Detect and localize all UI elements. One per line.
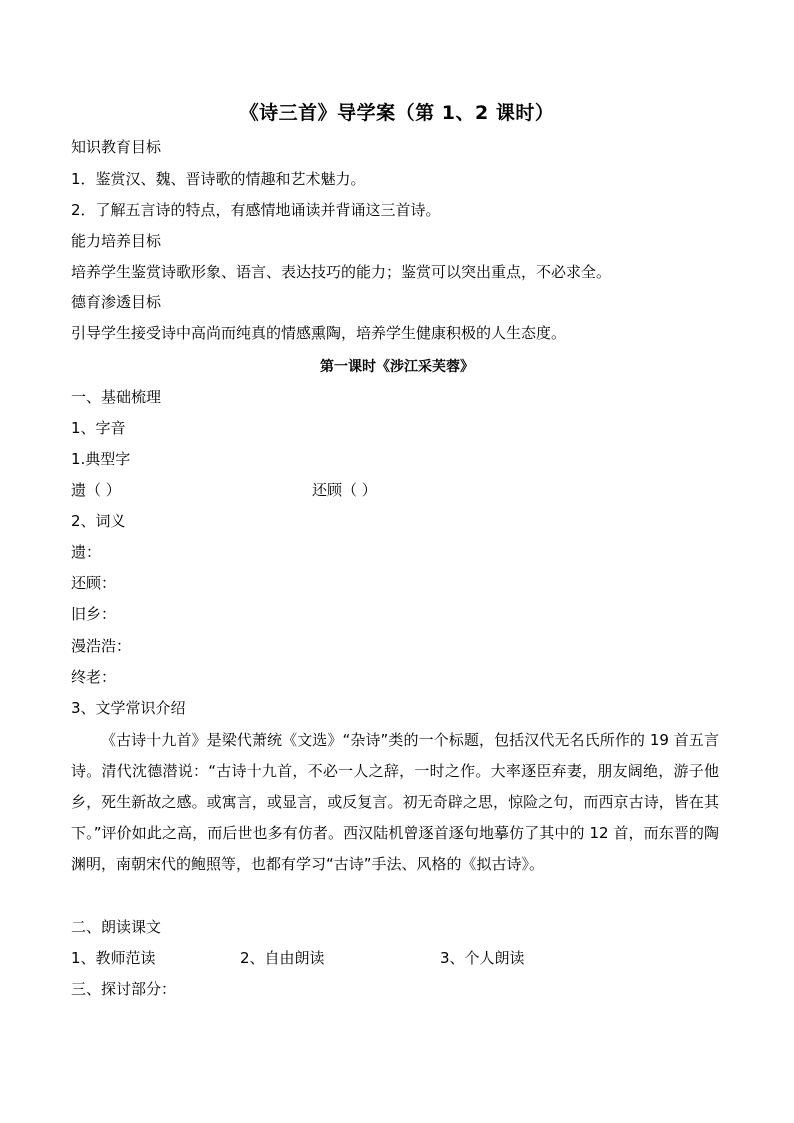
subsection-typical-characters: 1.典型字 — [71, 450, 131, 468]
subsection-literature: 3、文学常识介绍 — [71, 699, 186, 717]
knowledge-objective-heading: 知识教育目标 — [71, 138, 162, 156]
knowledge-objective-item: 2．了解五言诗的特点，有感情地诵读并背诵这三首诗。 — [71, 201, 441, 219]
literature-paragraph: 《古诗十九首》是梁代萧统《文选》“杂诗”类的一个标题，包括汉代无名氏所作的 19 首五言诗。清代沈德潜说：“古诗十九首，不必一人之辞，一时之作。大率逐臣弃妻，朋友阔绝，游子他乡，死生新故之感。或寓言，或显言，或反复言。初无奇辟之思，惊险之句，而西京古诗，皆在其下。”评价如此之高，而后世也多有仿者。西汉陆机曾逐首逐句地摹仿了其中的 12 首，而东晋的陶渊明，南朝宋代的鲍照等，也都有学习“古诗”手法、风格的《拟古诗》。 — [71, 731, 719, 873]
word-meaning-item: 漫浩浩： — [71, 637, 132, 655]
word-meaning-item: 旧乡： — [71, 605, 117, 623]
ability-objective-text: 培养学生鉴赏诗歌形象、语言、表达技巧的能力；鉴赏可以突出重点，不必求全。 — [71, 263, 612, 281]
subsection-pronunciation: 1、字音 — [71, 419, 126, 437]
word-meaning-item: 还顾： — [71, 574, 117, 592]
page-title: 《诗三首》导学案（第 1、2 课时） — [239, 102, 555, 124]
character-blank-yi: 遗（ ） — [71, 481, 121, 499]
subsection-word-meaning: 2、词义 — [71, 512, 126, 530]
knowledge-objective-item: 1．鉴赏汉、魏、晋诗歌的情趣和艺术魅力。 — [71, 170, 366, 188]
reading-item-individual: 3、个人朗读 — [440, 949, 525, 967]
reading-item-teacher: 1、教师范读 — [71, 949, 156, 967]
word-meaning-item: 遗： — [71, 543, 102, 561]
lesson1-heading: 第一课时《涉江采芙蓉》 — [320, 359, 474, 375]
moral-objective-heading: 德育渗透目标 — [71, 293, 162, 311]
section-heading-discussion: 三、探讨部分： — [71, 980, 177, 998]
word-meaning-item: 终老： — [71, 668, 117, 686]
reading-item-free: 2、自由朗读 — [240, 949, 325, 967]
section-heading-reading: 二、朗读课文 — [71, 918, 162, 936]
moral-objective-text: 引导学生接受诗中高尚而纯真的情感熏陶，培养学生健康积极的人生态度。 — [71, 324, 567, 342]
ability-objective-heading: 能力培养目标 — [71, 232, 162, 250]
character-blank-huangu: 还顾（ ） — [312, 481, 377, 499]
section-heading-basics: 一、基础梳理 — [71, 388, 162, 406]
